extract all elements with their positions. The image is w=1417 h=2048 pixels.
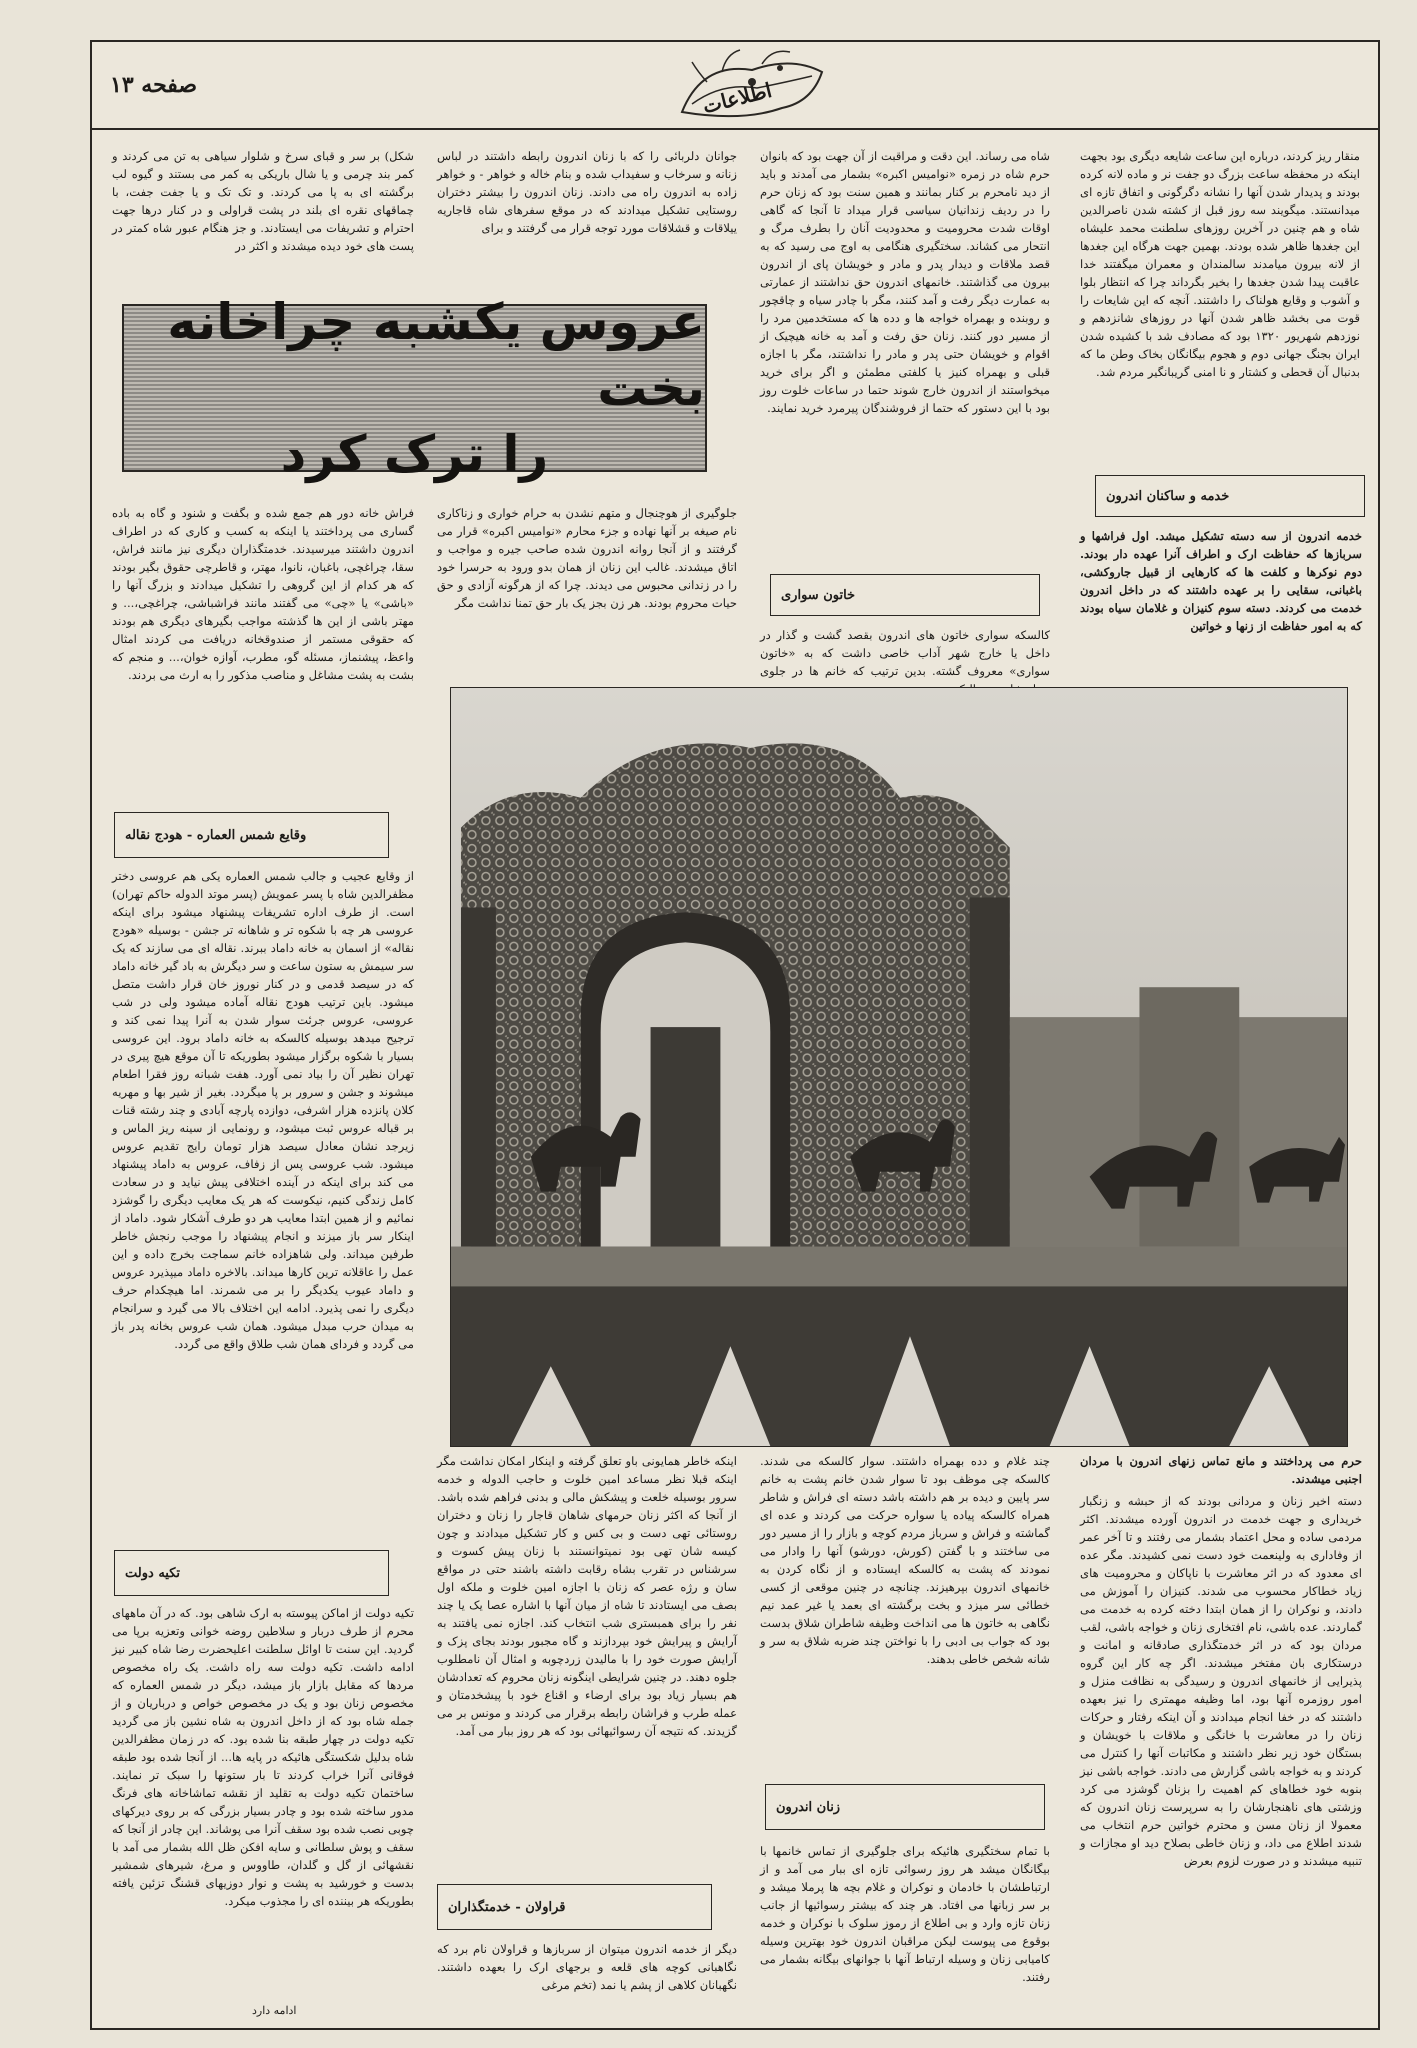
column-2-zanan — [760, 1842, 1050, 2017]
paragraph: اینکه خاطر همایونی باو تعلق گرفته و اینکار امکان نداشت مگر اینکه قبلا نظر مساعد امین خلوت و حاجب الدوله و خدمه سرور بوسیله خلعت و پیشکش مالی و بدنی فراهم شده باشد. از آنجا که اکثر زنان حرمهای شاهان قاجار را زنان و دختران روستائی تهی دست و بی کس و کار تشکیل میدادند و چون کیسه شان تهی بود نمیتوانستند با زنان پیش کسوت و سرشناس در تقرب بشاه رقابت داشته باشند حتی در مواقع سان و رژه عصر که زنان با اجازه امین خلوت و ملکه اول بصف می ایستادند تا شاه از میان آنها با اشاره عصا یک یا چند نفر را برای همبستری شب انتخاب کند. اجازه نمی یافتند به آرایش و پیرایش خود بپردازند و گاه مجبور بودند بجای پزک و آرایش صورت خود را با مالیدن زردچوبه و امثال آن نامطلوب جلوه دهند. در چنین شرایطی اینگونه زنان محروم که تعدادشان هم بسیار زیاد بود برای ارضاء و اقناع خود با پیشخدمتان و عمله طرب و فراشان رابطه برقرار می کردند و مونس بر می گزیدند. که نتیجه آن رسوائیهائی بود که هر روز ببار می آمد. — [437, 1454, 737, 1738]
column-1-bottom — [1080, 1492, 1362, 2012]
paragraph: شکل) بر سر و قبای سرخ و شلوار سیاهی به تن می کردند و کمر بند چرمی و یا شال باریکی به کمر می بستند و گیوه لب برگشته ای به پا می کردند. و تک تک و یا جفت جفت، با چماقهای نقره ای بلند در پشت قراولی و در کنار درها جهت احترام و تشریفات می ایستادند. و جز هنگام عبور شاه کمتر در پست های خود دیده میشدند و اکثر در — [112, 149, 414, 253]
paragraph: جوانان دلربائی را که با زنان اندرون رابطه داشتند در لباس زنانه و سرخاب و سفیداب شده و بنام خاله و خواهر - و خواهر زاده به اندرون راه می دادند. زنان اندرون را بیشتر دختران روستایی تشکیل میدادند که در موقع سفرهای شاه قاجاریه ییلاقات و قشلاقات مورد توجه قرار می گرفتند و برای — [437, 149, 737, 235]
paragraph: جلوگیری از هوچنجال و متهم نشدن به حرام خواری و زناکاری نام صیغه بر آنها نهاده و جزء محارم «نوامیس اکبره» قرار می گرفتند و از آنجا روانه اندرون شده صاحب جیره و مواجب و اتاق میشدند. غالب این زنان از همان بدو ورود به حرسرا خود را در زندانی محبوس می دیدند. چرا که از هرگونه آزادی و حق حیات محروم بودند. هر زن بجز یک بار حق تمنا نداشت مگر — [437, 506, 737, 610]
paragraph: شاه می رساند. این دقت و مراقبت از آن جهت بود که بانوان حرم شاه در زمره «نوامیس اکبره» بشمار می آمدند و باید از دید نامحرم بر کنار بمانند و همین سنت بود که زنان حرم را در ردیف زندانیان سیاسی قرار میداد تا آنجا که گاهی اوقات شدت محرومیت و محدودیت آنان را بطرف مرگ و انتحار می کشاند. سختگیری هنگامی به اوج می رسید که به قصد ملاقات و دیدار پدر و مادر و خویشان پای از اندرون بیرون می گذاشتند. خانمهای اندرون حق نداشتند از عمارتی به عمارت دیگر رفت و آمد کنند، مگر با چادر سیاه و چاقچور و روبنده و بهمراه خواجه ها و دده ها که مستخدمین مرد را از مسیر دور کنند. زنان حق رفت و آمد به خانه هیچیک از اقوام و خویشان حتی پدر و مادر را نداشتند، مگر با اجازه قبلی و بهمراه کنیز یا کلفتی مطمئن و اگر برای خرید میخواستند از اندرون خارج شوند حتما در ساعات خلوت روز بود با این دستور که حتما از فروشندگان پیرمرد خرید نمایند. — [760, 149, 1050, 415]
page-number: صفحه ۱۳ — [110, 72, 198, 98]
gate-photo-image — [451, 688, 1347, 1446]
subhead-text: خدمه و ساکنان اندرون — [1106, 488, 1230, 504]
paragraph: دسته اخیر زنان و مردانی بودند که از حبشه و زنگبار خریداری و جهت خدمت در اندرون آورده میشدند. اکثر مردمی ساده و محل اعتماد بشمار می رفتند و تا آخر عمر از وفاداری به ولینعمت خود دست نمی کشیدند. مگر عده ای معدود که در اثر معاشرت با ناپاکان و محرومیت های زیاد خطاکار محسوب می شدند. کنیزان را آموزش می دادند، و نوکران را از همان ابتدا دخته کرده به خدمت می گماردند. عده باشی، نام افتخاری زنان و خواجه باشی، لقب مردان بود که در اثر خدمتگذاری صادقانه و امانت و درستکاری بان مفتخر میشدند. اگر چه کار این گروه پذیرایی از خانمهای اندرون و رسیدگی به نظافت منزل و امور روزمره آنها بود، اما وظیفه مهمتری را نیز بعهده داشتند که در خفا انجام میدادند و آن اینکه رفتار و حرکات زنان را در معاشرت با خانگی و ملاقات با خویشان و بستگان خود زیر نظر داشتند و مکاتبات آنها را کنترل می کردند و به خواجه باشی گزارش می دادند. خواجه باشی نیز بنوبه خود خطاهای کم اهمیت را بزنان گوشزد می کرد وزشتی های ناهنجارشان را به سرپرست زنان اندرون که معمولا از زنان مسن و محترم خواتین حرم انتخاب می شدند اطلاع می داد، و زنان خاطی بصلاح دید او مجازات و تنبیه میشدند و در صورت لزوم بعرض — [1080, 1494, 1362, 1868]
column-2-khatoon — [760, 626, 1050, 684]
column-3-bottom — [437, 1452, 737, 1872]
newspaper-logo — [662, 42, 842, 128]
historic-gate-photo — [450, 687, 1348, 1447]
paragraph: از وقایع عجیب و جالب شمس العماره یکی هم عروسی دختر مظفرالدین شاه با پسر عمویش (پسر موتد الدوله حاکم تهران) است. از طرف اداره تشریفات پیشنهاد میشود برای اینکه عروسی هر چه با شکوه تر و شاهانه تر جشن - بوسیله «هودج نقاله» از اسمان به خانه داماد ببرند. نقاله ای می سازند که یک سر سیمش به ستون ساعت و سر دیگرش به باد گیر خانه داماد که در سیصد قدمی و در کنار نوروز خان قرار داشت متصل میشود. باین ترتیب هودج نقاله آماده میشود ولی در شب عروسی، عروس جرئت سوار شدن به آنرا پیدا نمی کند و ترجیح میدهد بوسیله کالسکه به خانه داماد برود. این عروسی بسیار با شکوه برگزار میشود بطوریکه تا آن موقع هیچ پیری در تهران نظیر آن را بیاد نمی آورد. هفت شبانه روز فقرا اطعام میشوند و جشن و سرور بر پا میگردد. بغیر از شیر بها و مهریه کلان پانزده هزار اشرفی، دوازده پارچه آبادی و چند رشته قنات بر قباله عروس ثبت میشود، و رونمایی از سینه ریز الماس و زیرجد نشان معادل سیصد هزار تومان رایج تقدیم عروس میشود. شب عروسی پس از زفاف، عروس به داماد پیشنهاد می کند برای اینکه در آینده اختلافی پیش نیاید و در سعادت کامل زندگی کنیم، نیکوست که هر یک معایب دیگری را گوشزد نمائیم و از همین ابتدا معایب هر دو طرف آشکار شود. داماد از اینکار سر باز میزند و انجام پیشنهاد را موجب رنجش خاطر طرفین میداند. ولی شاهزاده خانم سماجت بخرج داده و این عمل را عاقلانه ترین کارها میداند. بالاخره داماد میپذیرد عروس و داماد عیوب یکدیگر را بر می شمرند. اما هیچکدام حرف دیگری را نمی پذیرد. ادامه این اختلاف بالا می گیرد و سرانجام به میدان حرب مبدل میشود. همان شب عروس بخانه پدر باز می گردد و فردای همان شب طلاق واقع می گردد. — [112, 869, 414, 1351]
paragraph: چند غلام و دده بهمراه داشتند. سوار کالسکه می شدند. کالسکه چی موظف بود تا سوار شدن خانم پشت به خانم سر پایین و دیده بر هم داشته باشد دسته ای فراش و شاطر همراه کالسکه پیاده یا سواره حرکت می کردند و عده ای گماشته و فراش و سرباز مردم کوچه و بازار را از مسیر دور می ساختند و با گفتن (کورش، دورشو) آنها را وادار می نمودند که پشت به کالسکه ایستاده و از نگاه کردن به خانمهای اندرون بپرهیزند. چنانچه در چنین موقعی از کسی خطائی سر میزد و بخت برگشته ای بعمد یا غیر عمد نیم نگاهی به خاتون ها می انداخت وظیفه شاطران شلاق بدست بود که جواب بی ادبی را با نواختن چند ضربه شلاق به سر و شانه شخص خاطی بدهند. — [760, 1454, 1050, 1666]
column-1-top — [1080, 147, 1360, 509]
page-header — [92, 42, 1378, 130]
column-4-mid — [112, 504, 414, 804]
paragraph: منقار ریز کردند، درباره این ساعت شایعه دیگری بود بجهت اینکه در محفظه ساعت بزرگ دو جفت نر و ماده لانه کرده بودند و پدیدار شدن آنها را نشانه دگرگونی و اتفاق تازه ای میدانستند. میگویند سه روز قبل از کشته شدن ناصرالدین شاه و هم چنین در آخرین روزهای سلطنت محمد علیشاه این جغدها ظاهر شده بودند. بهمین جهت هرگاه این جغدها از لانه بیرون میامدند سالمندان و معمران میگفتند خدا عاقبت پیدا شدن جغدها را بخیر بگرداند چرا که انتظار بلوا و آشوب و وقایع هولناک را داشتند. آنچه که این شایعات را قوت می بخشد ظاهر شدن آنها در روزهای شانزدهم و نوزدهم شهریور ۱۳۲۰ بود که مصادف شد با کشیده شدن ایران بجنگ جهانی دوم و هجوم بیگانگان بخاک وطن ما که بدنبال آن قحطی و کشتار و نا امنی گریبانگیر مردم شد. — [1080, 149, 1360, 379]
column-3-top — [437, 147, 737, 292]
subhead-zanan — [765, 1784, 1045, 1830]
logo-text: اطلاعات — [700, 77, 775, 119]
column-3-gharavolan — [437, 1940, 737, 2020]
subhead-vaghaye — [114, 812, 389, 858]
column-3-mid — [437, 504, 737, 674]
headline-line-2: را ترک کرد — [280, 425, 549, 483]
paragraph: فراش خانه دور هم جمع شده و بگفت و شنود و گاه به باده گساری می پرداختند یا اینکه به کسب و کاری که در اطراف اندرون داشتند میرسیدند. خدمتگذاران دیگری نیز مانند فراش، سقا، چراغچی، باغبان، نانوا، مهتر، و قاطرچی حقوق بگیر بودند که هر کدام از این گروهی را تشکیل میدادند و بزرگ آنها را «باشی» یا «چی» می گفتند مانند فراشباشی، چراغچی،... و مهتر باشی از این ها گذشته مواجب بگیرهای دیگری هم بودند که حقوقی مستمر از صندوقخانه دریافت می کردند امثال واعظ، پیشنماز، مسئله گو، مطرب، آوازه خوان،... و منجم که بشت به پشت مشاغل و مناصب مذکور را به ارث می بردند. — [112, 506, 414, 682]
subhead-text: وقایع شمس العماره - هودج نقاله — [125, 827, 307, 843]
subhead-text: خاتون سواری — [781, 587, 856, 603]
column-4-takiyeh — [112, 1604, 414, 1999]
subhead-khatoon — [770, 574, 1040, 616]
paragraph: با تمام سختگیری هائیکه برای جلوگیری از تماس خانمها با بیگانگان میشد هر روز رسوائی تازه ای ببار می آمد و از ارتباطشان با خادمان و نوکران و غلام بچه ها پرملا میشد و بر سر زبانها می افتاد. هر چند که بیشتر رسوائیها از جانب زنان تازه وارد و بی اطلاع از رموز سلوک با نوکران و خدمه بوقوع می پیوست لیکن مراقبان اندرون خود بهترین وسیله کامیابی زنان و وسیله ارتباط آنها با جوانهای بیگانه بشمار می رفتند. — [760, 1844, 1050, 1984]
paragraph: کالسکه سواری خاتون های اندرون بقصد گشت و گذار در داخل یا خارج شهر آداب خاصی داشت که به «خاتون سواری» معروف گشته. بدین ترتیب که خانم ها در جلوی — [760, 628, 1050, 678]
column-4-vaghaye — [112, 867, 414, 1542]
paragraph: دیگر از خدمه اندرون میتوان از سربازها و قراولان نام برد که نگاهبانی کوچه های قلعه و برجهای ارک را بعهده داشتند. نگهبانان کلاهی از پشم یا نمد (تخم مرغی — [437, 1942, 737, 1992]
paragraph: خدمه اندرون از سه دسته تشکیل میشد. اول فراشها و سربازها که حفاظت ارک و اطراف آنرا عهده دار بودند. دوم نوکرها و کلفت ها که کارهایی از قبیل جاروکشی، باغبانی، سقایی را بر عهده داشتند که در داخل اندرون خدمت می کردند. دسته سوم کنیزان و غلامان سیاه بودند که به امور حفاظت از زنها و خواتین — [1080, 529, 1362, 633]
continued-note: ادامه دارد — [252, 2004, 297, 2017]
subhead-takiyeh — [114, 1550, 389, 1596]
newspaper-page — [90, 40, 1380, 2030]
subhead-text: تکیه دولت — [125, 1565, 181, 1581]
subhead-text: زنان اندرون — [776, 1799, 841, 1815]
subhead-khedmeh — [1095, 475, 1365, 517]
column-1-bold — [1080, 527, 1362, 672]
headline — [122, 293, 707, 483]
column-4-top — [112, 147, 414, 292]
paragraph: حرم می پرداختند و مانع تماس زنهای اندرون با مردان اجنبی میشدند. — [1080, 1454, 1362, 1486]
subhead-gharavolan — [437, 1884, 712, 1930]
column-2-top — [760, 147, 1050, 567]
subhead-text: قراولان - خدمتگذاران — [448, 1899, 566, 1915]
column-1-bottom-bold — [1080, 1452, 1362, 1490]
paragraph: تکیه دولت از اماکن پیوسته به ارک شاهی بود. که در آن ماههای محرم از طرف دربار و سلاطین روضه خوانی وتعزیه برپا می گردید. این سنت تا اوائل سلطنت اعلیحضرت رضا شاه کبیر نیز ادامه داشت. تکیه دولت سه راه داشت. یک راه مخصوص مردها که مقابل بازار باز میشد، دیگر در شمس العماره که مخصوص زنان بود و یک در مخصوص خواص و درباریان و از جمله شاه بود که از داخل اندرون به شاه نشین باز می گردید تکیه دولت در چهار طبقه بنا شده بود. که در زمان مظفرالدین شاه بدلیل شکستگی هائیکه در پایه ها... از آنجا شده بود طبقه فوقانی آنرا خراب کردند تا بار ستونها را سبک تر نمایند. ساختمان تکیه دولت به تقلید از نقشه تماشاخانه های فرنگ مدور ساخته شده بود و چادر بسیار بزرگی که بر روی دیرکهای چوبی نصب شده بود سقف آنرا می پوشاند. این چادر از آنجا که سقف و پوش سلطانی و سایه افکن ظل الله بشمار می آمد با نقشهائی از گل و گلدان، طاووس و مرغ، شیرهای شمشیر بدست و خورشید به پشت و نوار دوزیهای قشنگ تزئین یافته بطوریکه هر بیننده ای را مجذوب میکرد. — [112, 1606, 414, 1908]
column-2-bottom — [760, 1452, 1050, 1782]
headline-line-1: عروس یکشبه چراخانه بخت — [167, 293, 705, 417]
